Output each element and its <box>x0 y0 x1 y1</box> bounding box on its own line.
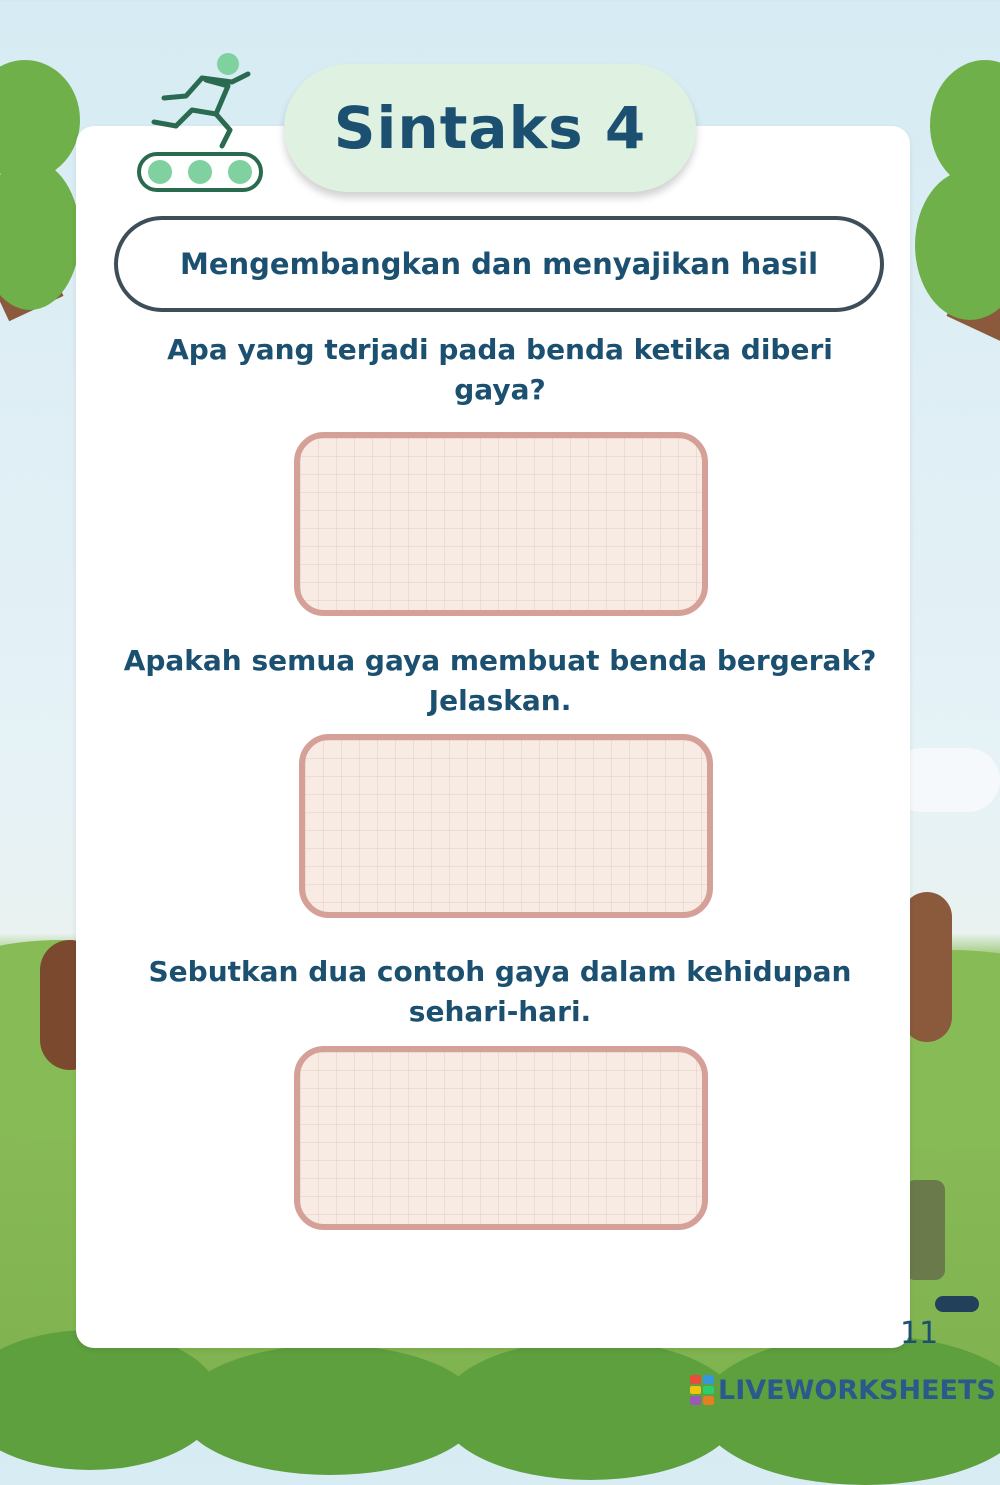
bush <box>440 1340 740 1480</box>
subtitle-banner <box>114 216 884 312</box>
liveworksheets-logo-icon <box>690 1375 714 1405</box>
bush <box>700 1335 1000 1485</box>
person-shoe <box>935 1296 979 1312</box>
answer-input-3[interactable] <box>300 1052 702 1224</box>
page-number: 11 <box>900 1316 939 1351</box>
person-leg <box>905 1180 945 1280</box>
footer-brand-text: LIVEWORKSHEETS <box>718 1374 996 1406</box>
answer-box-2 <box>299 734 713 918</box>
title-banner <box>284 64 696 192</box>
question-3: Sebutkan dua contoh gaya dalam kehidupan sehari-hari. <box>148 955 852 1028</box>
answer-input-1[interactable] <box>300 438 702 610</box>
answer-box-3 <box>294 1046 708 1230</box>
question-1: Apa yang terjadi pada benda ketika diberi gaya? <box>167 333 833 406</box>
footer-brand[interactable] <box>690 1370 996 1410</box>
question-2: Apakah semua gaya membuat benda bergerak? Jelaskan. <box>123 644 877 717</box>
page-title: Sintaks 4 <box>333 94 647 162</box>
answer-input-2[interactable] <box>305 740 707 912</box>
bush <box>180 1345 480 1475</box>
running-on-treadmill-icon <box>136 52 266 194</box>
tree-right <box>915 170 1000 320</box>
tree-left <box>0 160 80 310</box>
page-subtitle: Mengembangkan dan menyajikan hasil <box>179 247 819 281</box>
answer-box-1 <box>294 432 708 616</box>
